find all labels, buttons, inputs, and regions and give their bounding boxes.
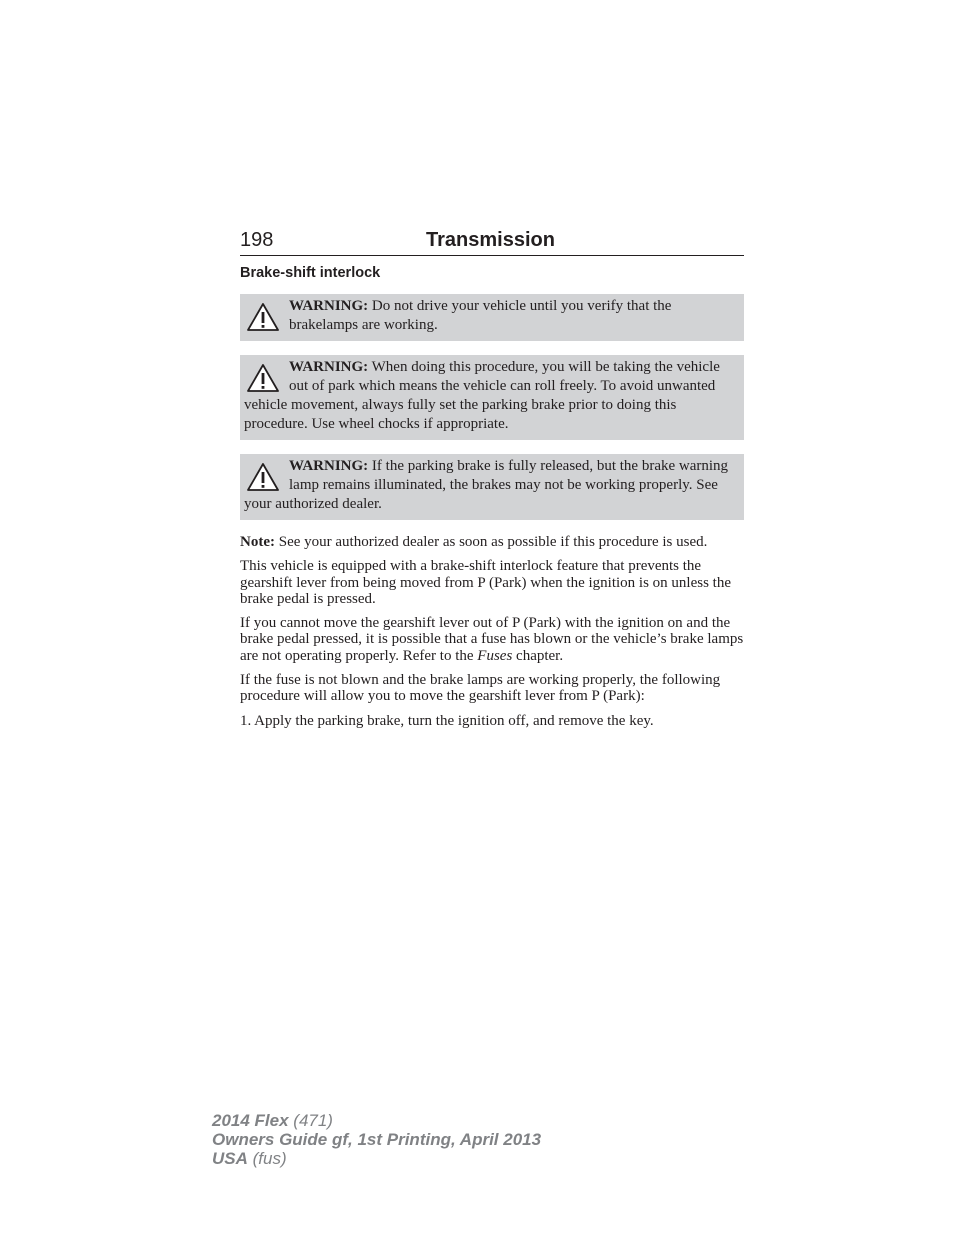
warning-text: When doing this procedure, you will be taking the vehicle out of park which means the vehicle can roll freely. To avoid unwanted vehicle movement, always fully set the parking brake prior to doing this procedure. Use wheel chocks if appropriate. — [244, 359, 720, 432]
fuses-chapter-reference: Fuses — [477, 647, 513, 664]
page-number: 198 — [240, 229, 274, 251]
footer-market: USA — [212, 1149, 248, 1168]
paragraph-fuse-check — [240, 615, 744, 664]
warning-box-3 — [240, 454, 744, 520]
paragraph-procedure-intro: If the fuse is not blown and the brake lamps are working properly, the following procedure will allow you to move the gearshift lever from P (Park): — [240, 672, 721, 705]
procedure-step-1: 1. Apply the parking brake, turn the ignition off, and remove the key. — [240, 712, 654, 729]
warning-label: WARNING: — [289, 298, 369, 314]
footer-line-printing: Owners Guide gf, 1st Printing, April 2013 — [212, 1130, 542, 1149]
paragraph-text: If you cannot move the gearshift lever out of P (Park) with the ignition on and the brake pedal pressed, it is possible that a fuse has blown or the vehicle’s brake lamps are not operating properly. Refer to the — [240, 615, 744, 664]
page-header — [240, 229, 744, 256]
warning-text: If the parking brake is fully released, but the brake warning lamp remains illuminated, the brakes may not be working properly. See your authorized dealer. — [244, 458, 729, 512]
warning-box-2 — [240, 355, 744, 440]
footer-line-model — [212, 1111, 541, 1130]
note-label: Note: — [240, 534, 275, 550]
footer-model: 2014 Flex — [212, 1111, 289, 1130]
warning-text: Do not drive your vehicle until you verify that the brakelamps are working. — [289, 298, 672, 333]
warning-label: WARNING: — [289, 458, 369, 474]
footer-line-market — [212, 1149, 541, 1168]
note-paragraph — [240, 534, 744, 550]
warning-box-1 — [240, 294, 744, 341]
warning-triangle-icon — [246, 462, 282, 494]
warning-triangle-icon — [246, 302, 282, 334]
page-footer — [212, 1111, 541, 1168]
footer-market-code: (fus) — [247, 1149, 287, 1168]
chapter-title: Transmission — [426, 229, 555, 251]
paragraph-text: chapter. — [512, 647, 564, 664]
paragraph-interlock-description: This vehicle is equipped with a brake-shift interlock feature that prevents the gearshift lever from being moved from P (Park) when the ignition is on unless the brake pedal is pressed. — [240, 558, 732, 607]
footer-model-code: (471) — [288, 1111, 333, 1130]
note-text: See your authorized dealer as soon as possible if this procedure is used. — [274, 534, 708, 550]
page-content — [240, 229, 744, 737]
warning-label: WARNING: — [289, 359, 369, 375]
warning-triangle-icon — [246, 363, 282, 395]
section-heading: Brake-shift interlock — [240, 265, 381, 281]
